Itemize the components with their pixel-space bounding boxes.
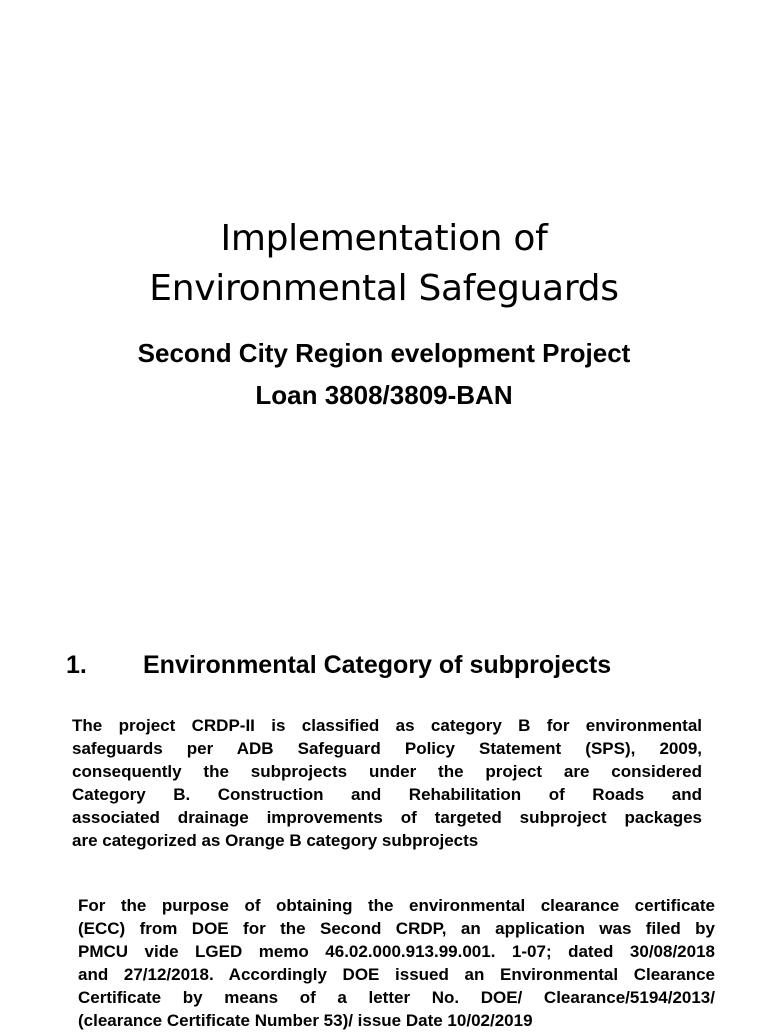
paragraph-line: and 27/12/2018. Accordingly DOE issued an Environmental Clearance: [78, 965, 715, 984]
paragraph-line: Category B. Construction and Rehabilitation of Roads and: [72, 785, 702, 804]
paragraph-category: [72, 714, 702, 852]
loan-number: Loan 3808/3809-BAN: [255, 380, 513, 410]
paragraph-line: (clearance Certificate Number 53)/ issue Date 10/02/2019: [78, 1011, 533, 1030]
paragraph-line: The project CRDP-II is classified as category B for environmental: [72, 716, 702, 735]
paragraph-line: associated drainage improvements of targeted subproject packages: [72, 808, 702, 827]
section-heading: [66, 648, 611, 682]
project-subtitle: [0, 332, 768, 416]
paragraph-line: safeguards per ADB Safeguard Policy Statement (SPS), 2009,: [72, 739, 702, 758]
paragraph-line: For the purpose of obtaining the environmental clearance certificate: [78, 896, 715, 915]
project-name: Second City Region evelopment Project: [137, 338, 631, 368]
section-number: 1.: [66, 651, 87, 679]
paragraph-ecc: [78, 894, 715, 1032]
title-line-1: Implementation of: [220, 218, 548, 260]
paragraph-line: are categorized as Orange B category subprojects: [72, 831, 479, 850]
paragraph-line: Certificate by means of a letter No. DOE/ Clearance/5194/2013/: [78, 988, 715, 1007]
paragraph-line: PMCU vide LGED memo 46.02.000.913.99.001. 1-07; dated 30/08/2018: [78, 942, 715, 961]
title-line-2: Environmental Safeguards: [149, 268, 619, 310]
section-title: Environmental Category of subprojects: [143, 651, 612, 679]
paragraph-line: (ECC) from DOE for the Second CRDP, an application was filed by: [78, 919, 715, 938]
document-title: [0, 214, 768, 314]
paragraph-line: consequently the subprojects under the project are considered: [72, 762, 702, 781]
